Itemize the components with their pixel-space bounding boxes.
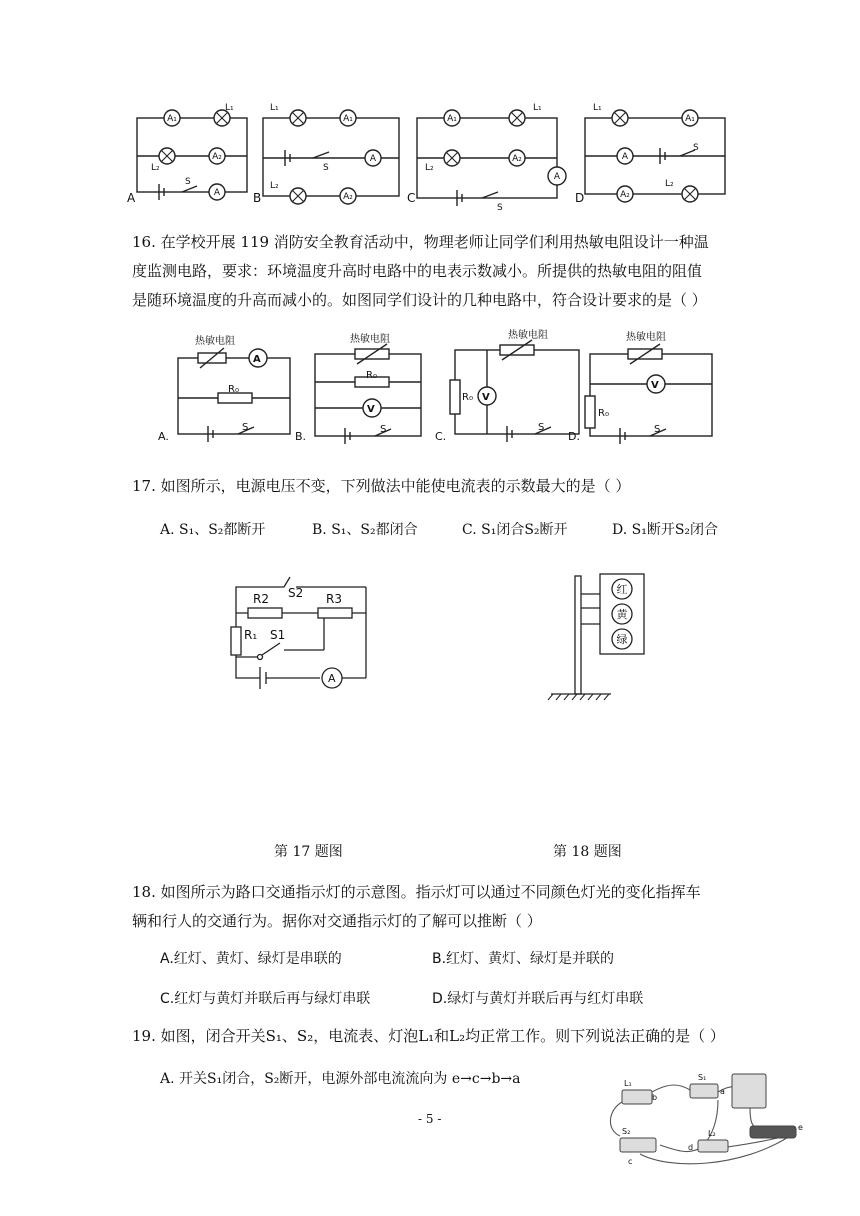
q15-c-a: A <box>553 172 561 182</box>
q15-a-l1: L₁ <box>225 103 234 113</box>
q16-a-ammeter: A <box>253 354 261 365</box>
q18-line1: 18. 如图所示为路口交通指示灯的示意图。指示灯可以通过不同颜色灯光的变化指挥车 <box>132 883 701 901</box>
q15-label-c: C <box>407 191 416 205</box>
q19-d-label: d <box>688 1143 694 1152</box>
q15-b-a1: A₁ <box>343 114 353 124</box>
q15-circuit-a <box>137 110 247 200</box>
q16-c-switch: S <box>538 422 545 433</box>
q17-stem: 17. 如图所示，电源电压不变，下列做法中能使电流表的示数最大的是（ ） <box>132 477 631 495</box>
q18-option-c: C.红灯与黄灯并联后再与绿灯串联 <box>160 991 371 1007</box>
q15-b-l1: L₁ <box>270 103 279 113</box>
q17-s1-label: S1 <box>270 628 286 642</box>
q15-b-a: A <box>369 154 377 164</box>
q15-a-l2: L₂ <box>151 163 160 173</box>
q15-c-l1: L₁ <box>533 103 542 113</box>
q16-line2: 度监测电路，要求：环境温度升高时电路中的电表示数减小。所提供的热敏电阻的阻值 <box>132 262 703 280</box>
q16-circuit-c <box>450 340 579 442</box>
q15-label-b: B <box>253 191 262 205</box>
q16-c-thermistor-label: 热敏电阻 <box>508 330 548 341</box>
q15-d-l2: L₂ <box>665 179 674 189</box>
q17-option-c: C. S₁闭合S₂断开 <box>462 522 568 538</box>
q18-green-light-label: 绿 <box>616 633 628 646</box>
q16-number: 16. <box>132 233 156 251</box>
q16-b-r0: R₀ <box>366 370 377 381</box>
q17-s2-label: S2 <box>288 586 304 600</box>
q16-circuit-d <box>585 344 712 444</box>
q16-label-a: A. <box>158 430 169 443</box>
q15-c-s: S <box>497 203 503 213</box>
q15-a-a1: A₁ <box>167 114 177 124</box>
q15-b-s: S <box>323 163 329 173</box>
q16-circuit-a <box>178 348 290 442</box>
q16-stem <box>132 228 732 315</box>
q16-d-r0: R₀ <box>598 408 609 419</box>
q17-option-a: A. S₁、S₂都断开 <box>160 522 266 538</box>
q16-d-voltmeter: V <box>651 380 659 391</box>
q19-e-label: e <box>798 1123 803 1132</box>
q19-physical-circuit-image <box>600 1070 810 1170</box>
q17-option-b: B. S₁、S₂都闭合 <box>312 522 418 538</box>
q19-c-label: c <box>628 1157 633 1166</box>
q16-b-thermistor-label: 热敏电阻 <box>350 334 390 345</box>
q18-option-b: B.红灯、黄灯、绿灯是并联的 <box>432 951 615 967</box>
q16-c-voltmeter: V <box>482 392 490 403</box>
q16-a-thermistor-label: 热敏电阻 <box>195 336 235 347</box>
q16-d-thermistor-label: 热敏电阻 <box>626 332 666 343</box>
q18-figure-caption: 第 18 题图 <box>553 844 622 860</box>
q16-a-switch: S <box>242 422 249 433</box>
q19-l1-label: L₁ <box>624 1079 632 1088</box>
q16-a-r0: R₀ <box>228 384 239 395</box>
q15-b-l2: L₂ <box>270 181 279 191</box>
q18-traffic-light-diagram <box>545 568 655 708</box>
q19-s1-label: S₁ <box>698 1073 707 1082</box>
q15-circuit-b <box>263 110 399 204</box>
q17-r3-label: R3 <box>326 592 342 606</box>
page-number: - 5 - <box>418 1112 442 1126</box>
q18-line2: 辆和行人的交通行为。据你对交通指示灯的了解可以推断（ ） <box>132 912 542 930</box>
q16-line1-text: 在学校开展 119 消防安全教育活动中，物理老师让同学们利用热敏电阻设计一种温 <box>160 233 709 251</box>
q15-c-a2: A₂ <box>512 154 522 164</box>
q17-ammeter-label: A <box>328 672 336 685</box>
q16-c-r0: R₀ <box>462 392 473 403</box>
q16-label-d: D. <box>568 430 580 443</box>
q19-option-a: A. 开关S₁闭合，S₂断开，电源外部电流流向为 e→c→b→a <box>160 1071 521 1087</box>
q15-c-l2: L₂ <box>425 163 434 173</box>
q19-a-label: a <box>720 1087 725 1096</box>
q18-stem <box>132 878 752 936</box>
q15-d-l1: L₁ <box>593 103 602 113</box>
q17-r1-label: R₁ <box>244 628 258 642</box>
q18-option-a: A.红灯、黄灯、绿灯是串联的 <box>160 951 342 967</box>
q16-circuit-diagrams <box>150 330 730 445</box>
q15-d-a1: A₁ <box>685 114 695 124</box>
q16-b-voltmeter: V <box>367 404 375 415</box>
q15-c-a1: A₁ <box>447 114 457 124</box>
q15-label-a: A <box>127 191 136 205</box>
q16-line3: 是随环境温度的升高而减小的。如图同学们设计的几种电路中，符合设计要求的是（ ） <box>132 291 707 309</box>
q18-red-light-label: 红 <box>616 583 628 596</box>
q15-circuit-c <box>417 110 566 206</box>
q15-circuit-diagrams <box>125 103 740 213</box>
q17-circuit-diagram <box>222 565 382 695</box>
q19-s2-label: S₂ <box>622 1127 631 1136</box>
q15-a-a2: A₂ <box>212 152 222 162</box>
q15-d-a: A <box>621 152 629 162</box>
q17-option-d: D. S₁断开S₂闭合 <box>612 522 719 538</box>
q15-a-s: S <box>185 177 191 187</box>
q15-d-a2: A₂ <box>620 190 630 200</box>
q16-circuit-b <box>315 344 421 444</box>
q19-b-label: b <box>652 1093 658 1102</box>
q16-d-switch: S <box>654 424 661 435</box>
q18-option-d: D.绿灯与黄灯并联后再与红灯串联 <box>432 991 644 1007</box>
q15-b-a2: A₂ <box>343 192 353 202</box>
q19-l2-label: L₂ <box>708 1129 716 1138</box>
q15-a-a: A <box>213 188 221 198</box>
q15-label-d: D <box>575 191 585 205</box>
q16-b-switch: S <box>380 424 387 435</box>
q18-yellow-light-label: 黄 <box>616 608 628 621</box>
q15-circuit-d <box>585 110 725 202</box>
q19-stem: 19. 如图，闭合开关S₁、S₂，电流表、灯泡L₁和L₂均正常工作。则下列说法正确的是（ ） <box>132 1027 725 1045</box>
q17-r2-label: R2 <box>253 592 269 606</box>
q16-label-c: C. <box>435 430 447 443</box>
q17-figure-caption: 第 17 题图 <box>274 844 343 860</box>
q16-label-b: B. <box>295 430 307 443</box>
q15-d-s: S <box>693 143 699 153</box>
